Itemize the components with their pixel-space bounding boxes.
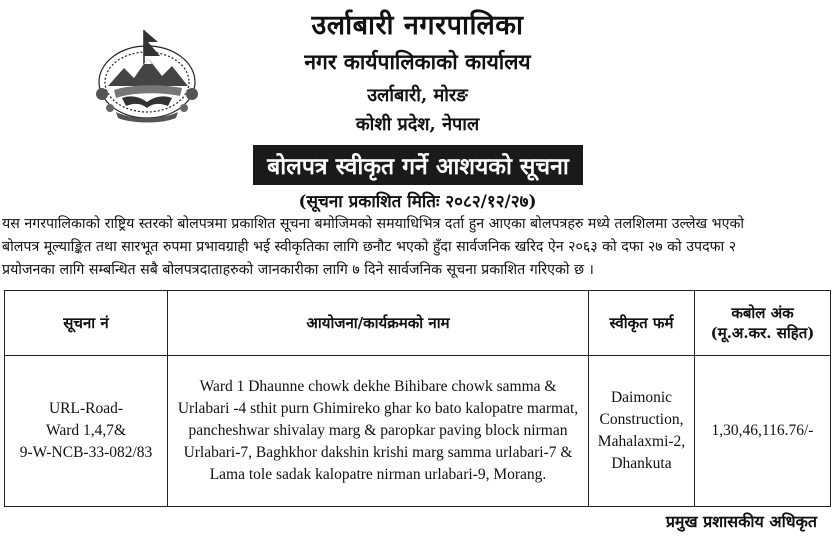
header-project-name: आयोजना/कार्यक्रमको नाम xyxy=(168,291,589,356)
project-line: Urlabari-7, Baghkhor dakshin krishi marg samma urlabari-7 & xyxy=(183,444,573,461)
province-country: कोशी प्रदेश, नेपाल xyxy=(355,114,480,135)
office-location: उर्लाबारी, मोरङ xyxy=(367,85,468,106)
notice-no-line: 9-W-NCB-33-082/83 xyxy=(19,444,153,461)
header-approved-firm: स्वीकृत फर्म xyxy=(589,291,695,356)
header-bid-amount-line2: (मू.अ.कर. सहित) xyxy=(710,324,815,342)
firm-line: Construction, xyxy=(599,411,684,428)
cell-project-name xyxy=(168,356,589,507)
municipality-name: उर्लाबारी नगरपालिका xyxy=(311,10,524,41)
firm-line: Daimonic xyxy=(610,389,673,406)
cell-approved-firm xyxy=(589,356,695,507)
header-bid-amount xyxy=(695,291,831,356)
cell-notice-no xyxy=(5,356,168,507)
table-header-row xyxy=(5,291,831,356)
notice-body-line: प्रयोजनका लागि सम्बन्धित सबै बोलपत्रदाताहरुको जानकारीका लागि ७ दिने सार्वजनिक सूचना प्रकाशित गरिएको छ । xyxy=(2,262,594,278)
firm-line: Dhankuta xyxy=(611,455,672,472)
notice-no-line: URL-Road- xyxy=(48,400,124,417)
cell-bid-amount: 1,30,46,116.76/- xyxy=(695,356,831,507)
firm-line: Mahalaxmi-2, xyxy=(597,433,686,450)
notice-title: बोलपत्र स्वीकृत गर्ने आशयको सूचना xyxy=(267,153,569,180)
header-notice-no: सूचना नं xyxy=(5,291,168,356)
notice-body-line: बोलपत्र मूल्याङ्कित तथा सारभूत रुपमा प्रभावग्राही भई स्वीकृतिका लागि छनौट भएको हुँदा सार्वजनिक खरिद ऐन २०६३ को दफा २७ को उपदफा २ xyxy=(2,239,737,255)
project-line: Ward 1 Dhaunne chowk dekhe Bihibare chowk samma & xyxy=(199,378,557,395)
notice-body-line: यस नगरपालिकाको राष्ट्रिय स्तरको बोलपत्रमा प्रकाशित सूचना बमोजिमको समयाधिभित्र दर्ता हुन आएका बोलपत्रहरु मध्ये तलशिलमा उल्लेख भएको xyxy=(2,216,745,232)
signatory-title: प्रमुख प्रशासकीय अधिकृत xyxy=(665,512,817,531)
bid-table xyxy=(4,290,831,507)
published-date: (सूचना प्रकाशित मितिः २०८२/१२/२७) xyxy=(298,192,537,212)
notice-body xyxy=(2,213,830,282)
project-line: pancheshwar shivalay marg & paropkar paving block nirman xyxy=(188,422,568,439)
project-line: Urlabari -4 sthit purn Ghimireko ghar ko bato kalopatre marmat, xyxy=(177,400,579,417)
office-name: नगर कार्यपालिकाको कार्यालय xyxy=(304,49,531,74)
notice-no-line: Ward 1,4,7& xyxy=(45,422,127,439)
project-line: Lama tole sadak kalopatre nirman urlabari-9, Morang. xyxy=(209,466,547,483)
header-bid-amount-line1: कबोल अंक xyxy=(731,304,794,322)
notice-title-banner xyxy=(253,145,583,185)
table-row xyxy=(5,356,831,507)
